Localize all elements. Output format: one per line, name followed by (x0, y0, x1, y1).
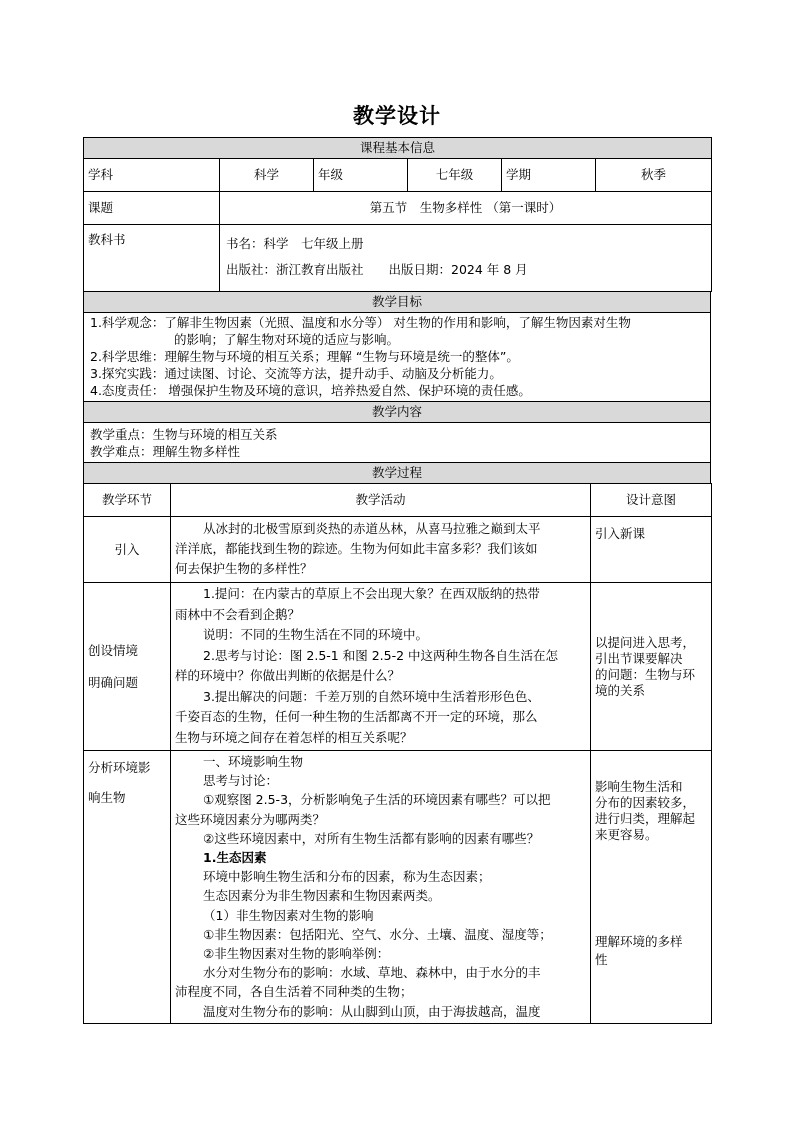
intent-line: 引出节课要解决 (595, 650, 683, 666)
page-title: 教学设计 (353, 104, 441, 128)
intent-line: 性 (595, 952, 608, 967)
col-activity-header: 教学活动 (171, 484, 591, 517)
stage-intro: 引入 (84, 517, 171, 583)
activity-line: （1）非生物因素对生物的影响 (203, 907, 374, 923)
topic-label: 课题 (84, 192, 220, 225)
activity-line: 说明：不同的生物生活在不同的环境中。 (203, 627, 429, 642)
activity-line: 洋洋底，都能找到生物的踪迹。生物为何如此丰富多彩？我们该如 (175, 541, 538, 556)
intent-line: 进行归类，理解起 (595, 811, 696, 826)
basic-info-table (83, 137, 712, 292)
intent-line: 分布的因素较多， (595, 795, 696, 810)
key-point: 教学重点：生物与环境的相互关系 (90, 427, 278, 442)
intent-intro: 引入新课 (591, 517, 712, 583)
activity-line: 生态因素分为非生物因素和生物因素两类。 (203, 888, 441, 904)
activity-line: 从冰封的北极雪原到炎热的赤道丛林，从喜马拉雅之巅到太平 (203, 521, 541, 536)
lesson-plan-table-wrapper (83, 137, 711, 1024)
stage-scenario-line1: 创设情境 (88, 642, 139, 658)
goal-line: 2.科学思维：理解生物与环境的相互关系；理解 “生物与环境是统一的整体”。 (90, 349, 519, 364)
intent-line: 影响生物生活和 (595, 779, 683, 794)
col-stage-header: 教学环节 (84, 484, 171, 517)
stage-analysis-line1: 分析环境影 (88, 760, 151, 775)
activity-line: 1.生态因素 (203, 850, 267, 866)
activity-line: 环境中影响生物生活和分布的因素，称为生态因素； (203, 869, 491, 885)
intent-line: 境的关系 (595, 682, 646, 698)
goal-line: 3.探究实践：通过读图、讨论、交流等方法，提升动手、动脑及分析能力。 (90, 366, 502, 381)
activity-line: 2.思考与讨论：图 2.5-1 和图 2.5-2 中这两种生物各自生活在怎 (203, 647, 559, 663)
activity-line: 生物与环境之间存在着怎样的相互关系呢？ (175, 729, 413, 745)
activity-line: 3.提出解决的问题：千差万别的自然环境中生活着形形色色、 (203, 688, 540, 704)
intent-line: 来更容易。 (595, 827, 658, 842)
grade-label: 年级 (314, 159, 408, 192)
goal-line: 4.态度责任： 增强保护生物及环境的意识，培养热爱自然、保护环境的责任感。 (90, 383, 531, 398)
activity-line: 沛程度不同，各自生活着不同种类的生物； (175, 984, 413, 1000)
goals-table (83, 291, 711, 484)
stage-analysis-line2: 响生物 (88, 790, 126, 805)
activity-line: 千姿百态的生物，任何一种生物的生活都离不开一定的环境，那么 (175, 709, 538, 724)
goal-line: 的影响；了解生物对环境的适应与影响。 (174, 332, 400, 347)
difficult-point: 教学难点：理解生物多样性 (90, 444, 241, 459)
intent-line: 的问题：生物与环 (595, 666, 696, 682)
subject-label: 学科 (84, 159, 220, 192)
term-label: 学期 (502, 159, 596, 192)
activity-line: ②非生物因素对生物的影响举例： (203, 946, 390, 962)
textbook-publisher: 出版社：浙江教育出版社 出版日期：2024 年 8 月 (226, 262, 528, 277)
activity-line: ②这些环境因素中，对所有生物生活都有影响的因素有哪些？ (203, 830, 540, 846)
basic-info-header: 课程基本信息 (84, 138, 712, 159)
activity-line: 这些环境因素分为哪两类？ (175, 811, 326, 827)
stage-scenario-line2: 明确问题 (88, 674, 139, 690)
content-header: 教学内容 (84, 402, 711, 423)
intent-line: 以提问进入思考， (595, 634, 696, 650)
activity-line: 雨林中不会看到企鹅？ (175, 606, 301, 622)
activity-line: 样的环境中？你做出判断的依据是什么？ (175, 668, 401, 683)
activity-line: 思考与讨论： (203, 773, 279, 789)
process-header: 教学过程 (84, 463, 711, 484)
textbook-name: 书名：科学 七年级上册 (226, 236, 364, 251)
topic-value: 第五节 生物多样性 （第一课时） (220, 192, 712, 225)
activity-line: 温度对生物分布的影响：从山脚到山顶，由于海拔越高，温度 (203, 1003, 541, 1019)
activity-line: 1.提问：在内蒙古的草原上不会出现大象？在西双版纳的热带 (203, 586, 540, 601)
activity-line: 水分对生物分布的影响：水域、草地、森林中，由于水分的丰 (203, 965, 541, 981)
activity-line: ①观察图 2.5-3，分析影响兔子生活的环境因素有哪些？可以把 (203, 792, 551, 808)
subject-value: 科学 (220, 159, 314, 192)
col-intent-header: 设计意图 (591, 484, 712, 517)
textbook-label: 教科书 (84, 225, 220, 292)
process-table (83, 483, 712, 1024)
goal-line: 1.科学观念：了解非生物因素（光照、温度和水分等） 对生物的作用和影响，了解生物因素对生物 (90, 315, 631, 330)
term-value: 秋季 (596, 159, 712, 192)
activity-line: 一、环境影响生物 (203, 754, 304, 769)
activity-line: ①非生物因素：包括阳光、空气、水分、土壤、温度、湿度等； (203, 926, 552, 942)
grade-value: 七年级 (408, 159, 502, 192)
activity-line: 何去保护生物的多样性？ (175, 561, 313, 576)
intent-line: 理解环境的多样 (595, 934, 683, 949)
goals-header: 教学目标 (84, 292, 711, 313)
